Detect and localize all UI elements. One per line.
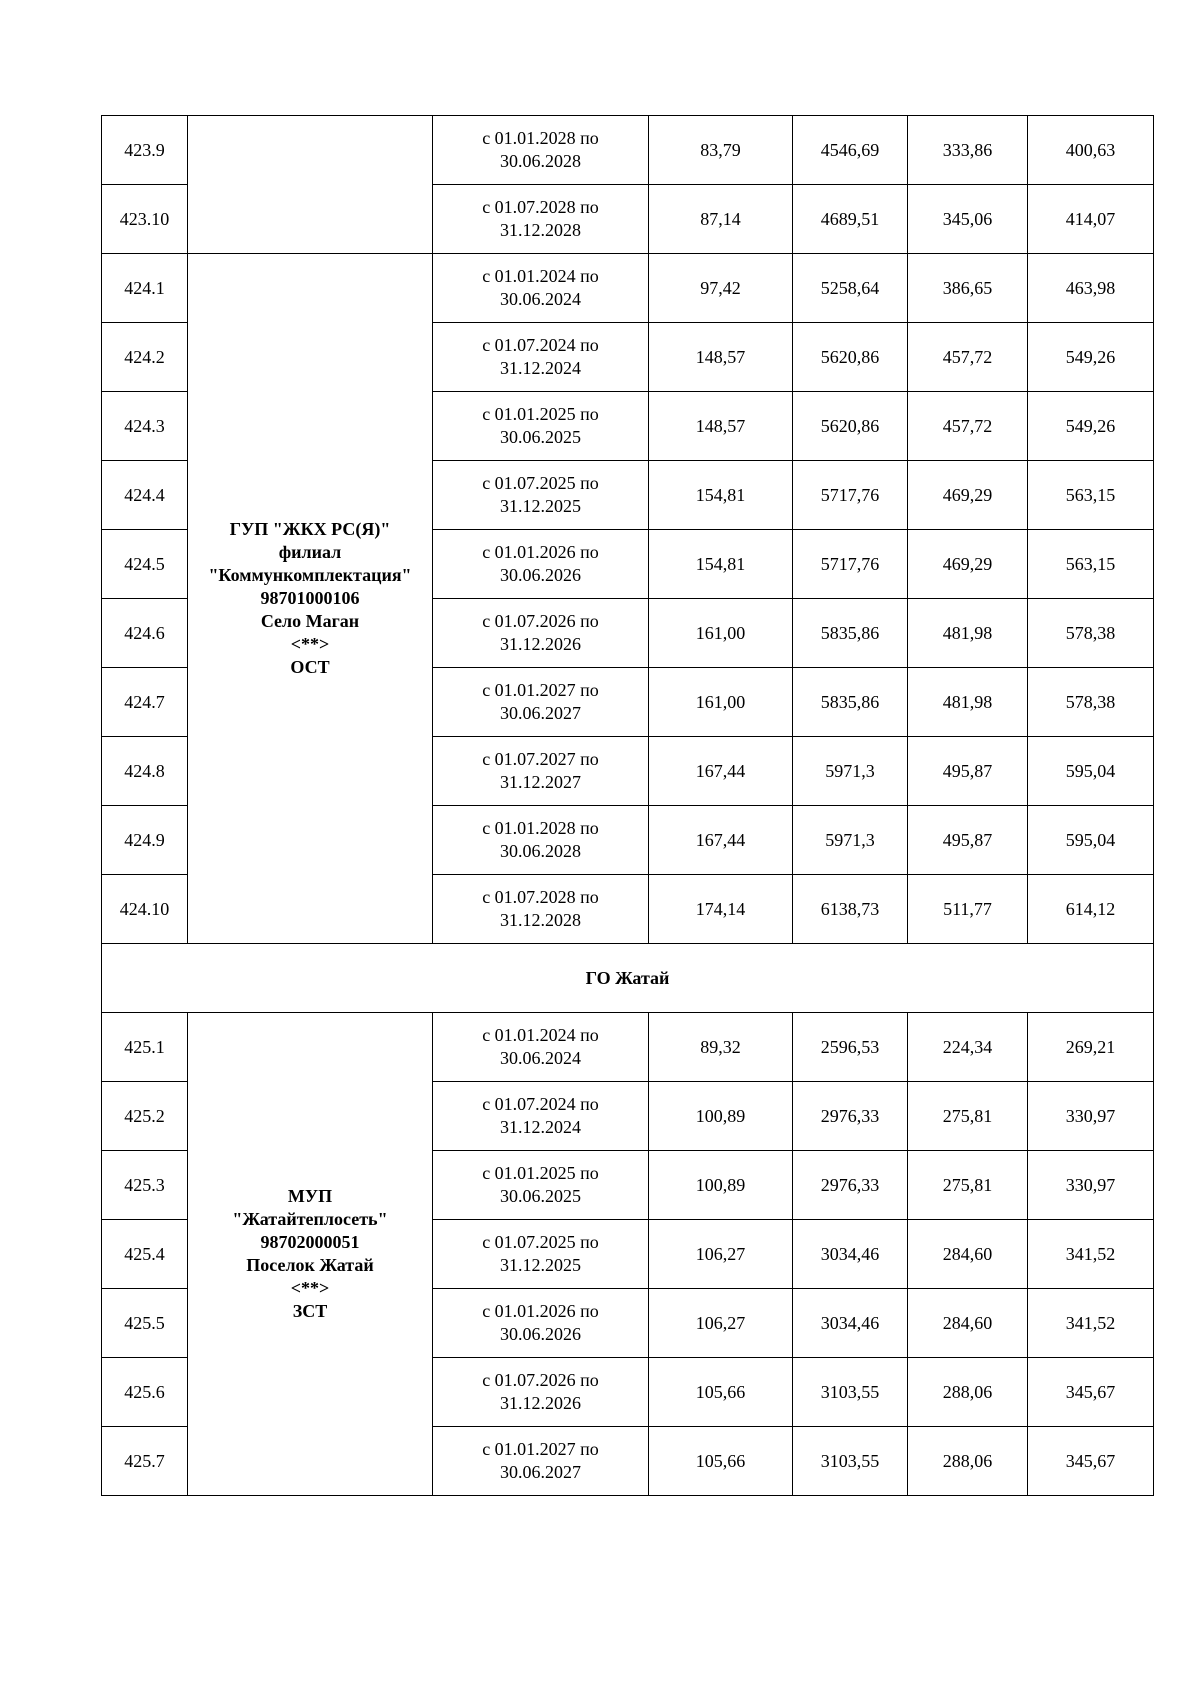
value-cell-2: 5971,3: [793, 737, 908, 806]
value-cell-1: 167,44: [649, 806, 793, 875]
row-number: 424.1: [102, 254, 188, 323]
value-cell-1: 87,14: [649, 185, 793, 254]
value-cell-2: 5717,76: [793, 461, 908, 530]
row-number: 424.3: [102, 392, 188, 461]
period-end: 31.12.2024: [500, 358, 581, 378]
value-cell-1: 105,66: [649, 1358, 793, 1427]
value-cell-4: 330,97: [1028, 1151, 1154, 1220]
value-cell-1: 89,32: [649, 1013, 793, 1082]
value-cell-3: 284,60: [908, 1289, 1028, 1358]
period-start: с 01.07.2027 по: [482, 749, 599, 769]
value-cell-2: 5717,76: [793, 530, 908, 599]
value-cell-2: 4546,69: [793, 116, 908, 185]
row-number: 425.6: [102, 1358, 188, 1427]
period-start: с 01.07.2024 по: [482, 335, 599, 355]
period-start: с 01.07.2028 по: [482, 197, 599, 217]
row-number: 423.10: [102, 185, 188, 254]
period-end: 31.12.2026: [500, 634, 581, 654]
period-cell: [433, 392, 649, 461]
value-cell-1: 105,66: [649, 1427, 793, 1496]
value-cell-1: 97,42: [649, 254, 793, 323]
value-cell-3: 495,87: [908, 806, 1028, 875]
row-number: 423.9: [102, 116, 188, 185]
period-start: с 01.01.2027 по: [482, 680, 599, 700]
period-cell: [433, 599, 649, 668]
period-cell: [433, 737, 649, 806]
value-cell-4: 549,26: [1028, 323, 1154, 392]
value-cell-4: 414,07: [1028, 185, 1154, 254]
period-start: с 01.01.2028 по: [482, 818, 599, 838]
table-row: [102, 254, 1154, 323]
period-cell: [433, 116, 649, 185]
value-cell-4: 345,67: [1028, 1427, 1154, 1496]
section-heading: ГО Жатай: [102, 944, 1154, 1013]
period-end: 30.06.2024: [500, 289, 581, 309]
row-number: 425.7: [102, 1427, 188, 1496]
period-start: с 01.01.2026 по: [482, 1301, 599, 1321]
value-cell-3: 288,06: [908, 1427, 1028, 1496]
period-cell: [433, 1427, 649, 1496]
value-cell-3: 495,87: [908, 737, 1028, 806]
value-cell-4: 563,15: [1028, 461, 1154, 530]
value-cell-2: 5835,86: [793, 599, 908, 668]
period-start: с 01.01.2024 по: [482, 266, 599, 286]
value-cell-1: 106,27: [649, 1289, 793, 1358]
value-cell-1: 154,81: [649, 530, 793, 599]
period-end: 31.12.2028: [500, 910, 581, 930]
value-cell-3: 481,98: [908, 668, 1028, 737]
value-cell-3: 345,06: [908, 185, 1028, 254]
value-cell-1: 154,81: [649, 461, 793, 530]
period-end: 30.06.2025: [500, 1186, 581, 1206]
period-cell: [433, 1151, 649, 1220]
value-cell-2: 2976,33: [793, 1082, 908, 1151]
value-cell-3: 469,29: [908, 461, 1028, 530]
value-cell-2: 5835,86: [793, 668, 908, 737]
value-cell-2: 4689,51: [793, 185, 908, 254]
value-cell-3: 224,34: [908, 1013, 1028, 1082]
row-number: 425.3: [102, 1151, 188, 1220]
period-end: 30.06.2027: [500, 703, 581, 723]
value-cell-4: 400,63: [1028, 116, 1154, 185]
tariff-table: [101, 115, 1154, 1496]
value-cell-3: 469,29: [908, 530, 1028, 599]
organization-cell: [188, 116, 433, 254]
value-cell-4: 330,97: [1028, 1082, 1154, 1151]
value-cell-3: 457,72: [908, 323, 1028, 392]
row-number: 425.2: [102, 1082, 188, 1151]
period-end: 31.12.2026: [500, 1393, 581, 1413]
row-number: 425.1: [102, 1013, 188, 1082]
value-cell-1: 161,00: [649, 599, 793, 668]
period-start: с 01.01.2026 по: [482, 542, 599, 562]
period-cell: [433, 1082, 649, 1151]
value-cell-2: 2596,53: [793, 1013, 908, 1082]
table-row: [102, 116, 1154, 185]
value-cell-1: 100,89: [649, 1082, 793, 1151]
value-cell-3: 511,77: [908, 875, 1028, 944]
value-cell-1: 148,57: [649, 323, 793, 392]
value-cell-2: 5258,64: [793, 254, 908, 323]
value-cell-1: 167,44: [649, 737, 793, 806]
value-cell-4: 345,67: [1028, 1358, 1154, 1427]
period-cell: [433, 323, 649, 392]
value-cell-3: 275,81: [908, 1151, 1028, 1220]
period-start: с 01.01.2028 по: [482, 128, 599, 148]
row-number: 424.7: [102, 668, 188, 737]
value-cell-1: 83,79: [649, 116, 793, 185]
period-start: с 01.07.2025 по: [482, 1232, 599, 1252]
period-cell: [433, 668, 649, 737]
row-number: 424.6: [102, 599, 188, 668]
period-end: 30.06.2026: [500, 565, 581, 585]
value-cell-3: 481,98: [908, 599, 1028, 668]
period-end: 30.06.2025: [500, 427, 581, 447]
value-cell-2: 5620,86: [793, 323, 908, 392]
period-cell: [433, 530, 649, 599]
value-cell-1: 148,57: [649, 392, 793, 461]
table-row: [102, 1013, 1154, 1082]
period-start: с 01.01.2025 по: [482, 404, 599, 424]
value-cell-4: 614,12: [1028, 875, 1154, 944]
period-cell: [433, 254, 649, 323]
period-cell: [433, 1358, 649, 1427]
period-cell: [433, 875, 649, 944]
row-number: 425.4: [102, 1220, 188, 1289]
row-number: 424.8: [102, 737, 188, 806]
row-number: 424.10: [102, 875, 188, 944]
period-cell: [433, 806, 649, 875]
value-cell-4: 341,52: [1028, 1289, 1154, 1358]
period-cell: [433, 461, 649, 530]
value-cell-4: 578,38: [1028, 668, 1154, 737]
period-end: 31.12.2028: [500, 220, 581, 240]
period-cell: [433, 1013, 649, 1082]
value-cell-4: 463,98: [1028, 254, 1154, 323]
period-end: 31.12.2024: [500, 1117, 581, 1137]
table-body: [102, 116, 1154, 1496]
period-end: 30.06.2028: [500, 151, 581, 171]
value-cell-4: 269,21: [1028, 1013, 1154, 1082]
period-cell: [433, 1220, 649, 1289]
period-start: с 01.07.2025 по: [482, 473, 599, 493]
value-cell-2: 3103,55: [793, 1358, 908, 1427]
period-end: 30.06.2027: [500, 1462, 581, 1482]
value-cell-1: 100,89: [649, 1151, 793, 1220]
period-end: 31.12.2025: [500, 1255, 581, 1275]
row-number: 425.5: [102, 1289, 188, 1358]
row-number: 424.9: [102, 806, 188, 875]
organization-cell: ГУП "ЖКХ РС(Я)" филиал "Коммункомплектация" 98701000106 Село Маган <**> ОСТ: [188, 254, 433, 944]
period-start: с 01.07.2026 по: [482, 611, 599, 631]
value-cell-4: 549,26: [1028, 392, 1154, 461]
value-cell-1: 174,14: [649, 875, 793, 944]
period-end: 30.06.2028: [500, 841, 581, 861]
section-row: [102, 944, 1154, 1013]
period-end: 30.06.2024: [500, 1048, 581, 1068]
value-cell-2: 2976,33: [793, 1151, 908, 1220]
value-cell-1: 161,00: [649, 668, 793, 737]
period-start: с 01.07.2024 по: [482, 1094, 599, 1114]
value-cell-4: 563,15: [1028, 530, 1154, 599]
value-cell-1: 106,27: [649, 1220, 793, 1289]
period-cell: [433, 185, 649, 254]
row-number: 424.4: [102, 461, 188, 530]
period-start: с 01.01.2025 по: [482, 1163, 599, 1183]
row-number: 424.5: [102, 530, 188, 599]
value-cell-3: 333,86: [908, 116, 1028, 185]
value-cell-3: 275,81: [908, 1082, 1028, 1151]
value-cell-3: 457,72: [908, 392, 1028, 461]
value-cell-4: 595,04: [1028, 806, 1154, 875]
value-cell-4: 578,38: [1028, 599, 1154, 668]
value-cell-4: 595,04: [1028, 737, 1154, 806]
period-start: с 01.01.2024 по: [482, 1025, 599, 1045]
value-cell-4: 341,52: [1028, 1220, 1154, 1289]
value-cell-2: 5620,86: [793, 392, 908, 461]
value-cell-2: 3103,55: [793, 1427, 908, 1496]
period-end: 31.12.2027: [500, 772, 581, 792]
period-end: 31.12.2025: [500, 496, 581, 516]
period-start: с 01.01.2027 по: [482, 1439, 599, 1459]
value-cell-2: 6138,73: [793, 875, 908, 944]
period-start: с 01.07.2026 по: [482, 1370, 599, 1390]
value-cell-2: 3034,46: [793, 1289, 908, 1358]
period-start: с 01.07.2028 по: [482, 887, 599, 907]
value-cell-3: 284,60: [908, 1220, 1028, 1289]
value-cell-3: 386,65: [908, 254, 1028, 323]
value-cell-3: 288,06: [908, 1358, 1028, 1427]
organization-cell: МУП "Жатайтеплосеть" 98702000051 Поселок Жатай <**> ЗСТ: [188, 1013, 433, 1496]
row-number: 424.2: [102, 323, 188, 392]
period-cell: [433, 1289, 649, 1358]
value-cell-2: 5971,3: [793, 806, 908, 875]
period-end: 30.06.2026: [500, 1324, 581, 1344]
value-cell-2: 3034,46: [793, 1220, 908, 1289]
